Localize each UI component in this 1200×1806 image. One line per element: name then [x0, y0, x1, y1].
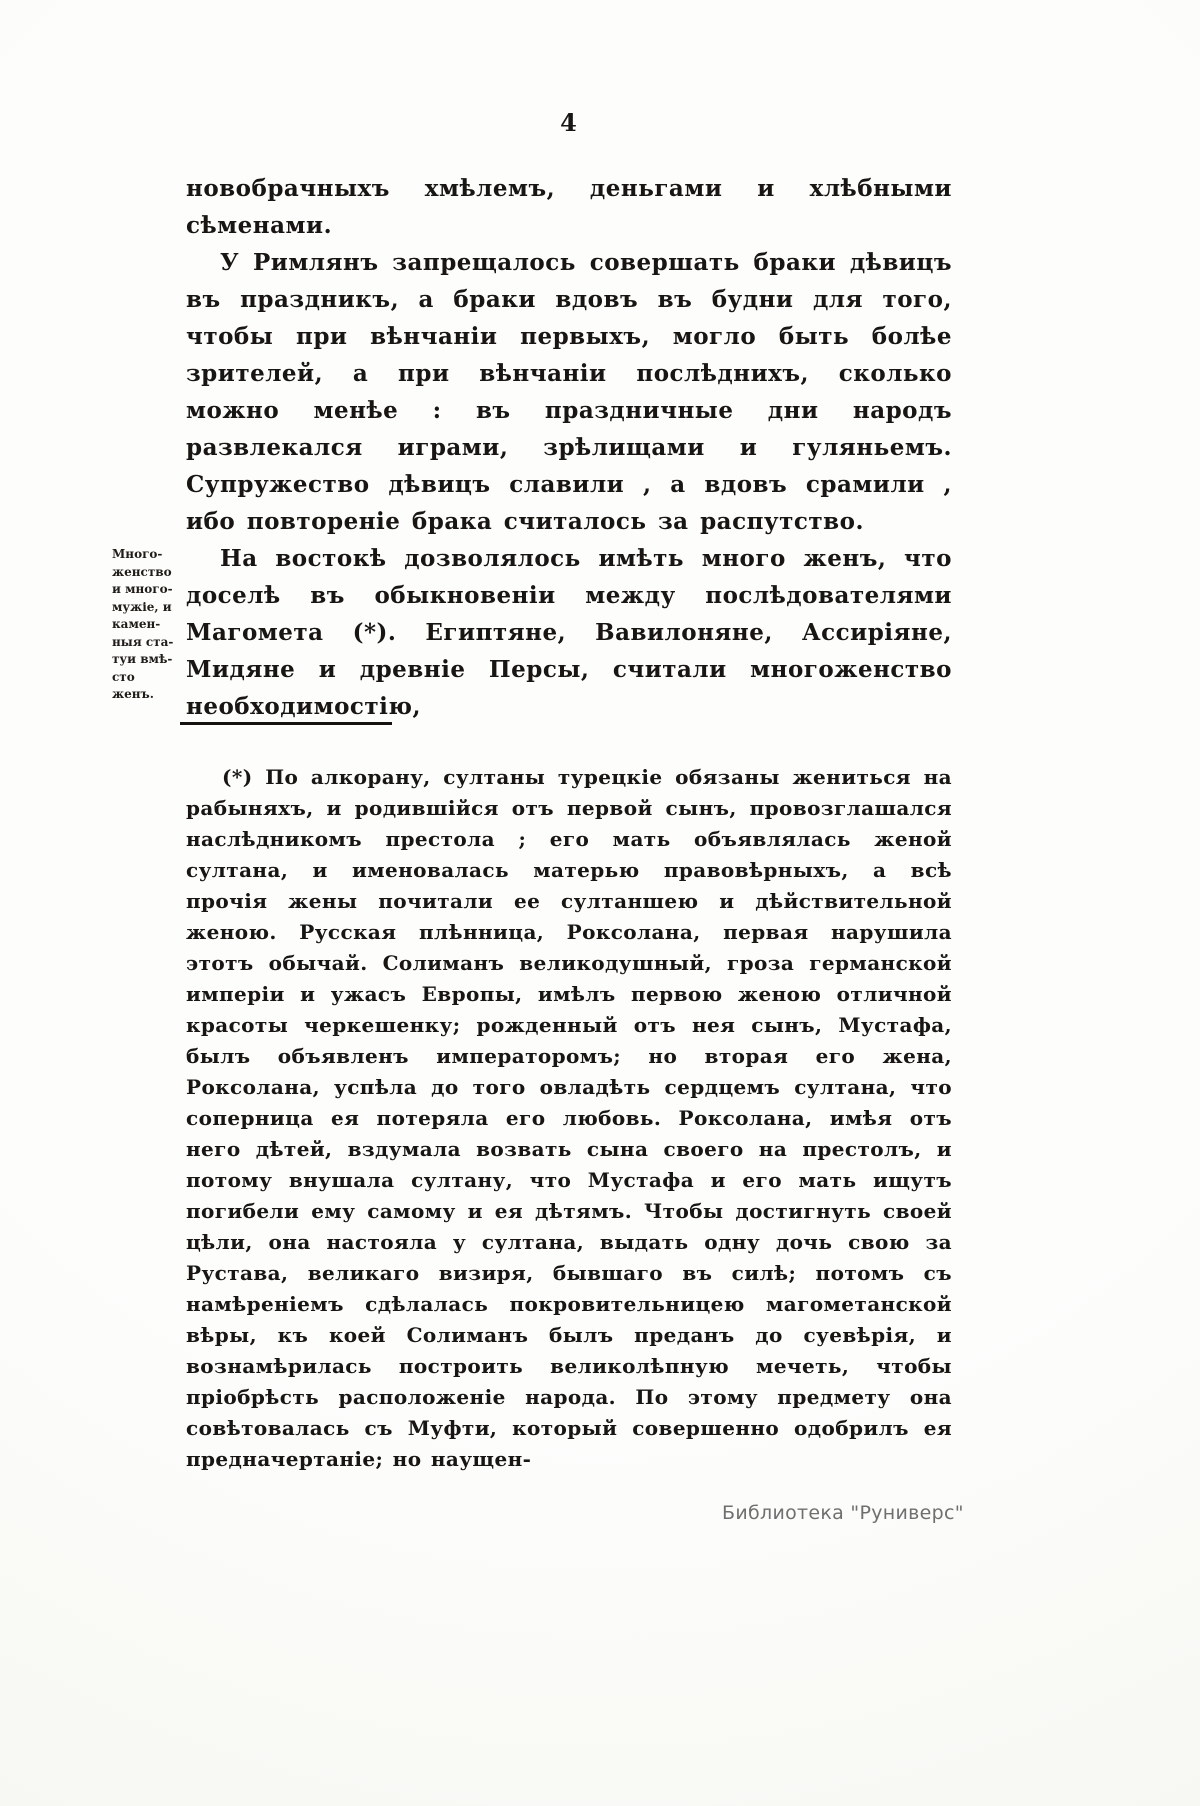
margin-note-line: и много- [112, 582, 173, 596]
main-text-block [186, 170, 952, 725]
paragraph-continuation: новобрачныхъ хмѣлемъ, деньгами и хлѣбными сѣменами. [186, 175, 952, 239]
watermark: Библиотека "Руниверс" [722, 1502, 964, 1524]
margin-note-line: женство [112, 564, 172, 579]
margin-note-line: Много- [112, 547, 163, 561]
page-number: 4 [560, 108, 578, 137]
margin-note-line: женъ. [112, 687, 154, 701]
margin-note-line: туи вмѣ- [112, 652, 173, 666]
paragraph: У Римлянъ запрещалось совершать браки дѣвицъ въ праздникъ, а браки вдовъ въ будни для того, чтобы при вѣнчаніи первыхъ, могло быть болѣе зрителей, а при вѣнчаніи послѣднихъ, сколько можно менѣе : въ праздничные дни народъ развлекался играми, зрѣлищами и гуляньемъ. Супружество дѣвицъ славили , а вдовъ срамили , ибо повтореніе брака считалось за распутство. [186, 249, 952, 535]
margin-note-line: камен- [112, 617, 161, 631]
margin-note-line: мужіе, и [112, 599, 172, 614]
margin-note-line: сто [112, 669, 135, 684]
margin-note [112, 546, 180, 704]
footnote-divider [180, 722, 392, 725]
paragraph: На востокѣ дозволялось имѣть много женъ, что доселѣ въ обыкновеніи между послѣдователями Магомета (*). Египтяне, Вавилоняне, Ассиріяне, Мидяне и древніе Персы, считали многоженство необходимостію, [186, 545, 952, 720]
margin-note-line: ныя ста- [112, 634, 174, 649]
footnote: (*) По алкорану, султаны турецкіе обязаны жениться на рабыняхъ, и родившійся отъ первой сынъ, провозглашался наслѣдникомъ престола ; его мать объявлялась женой султана, и именовалась матерью правовѣрныхъ, а всѣ прочія жены почитали ее султаншею и дѣйствительной женою. Русская плѣнница, Роксолана, первая нарушила этотъ обычай. Солиманъ великодушный, гроза германской имперіи и ужасъ Европы, имѣлъ первою женою отличной красоты черкешенку; рожденный отъ нея сынъ, Мустафа, былъ объявленъ императоромъ; но вторая его жена, Роксолана, успѣла до того овладѣть сердцемъ султана, что соперница ея потеряла его любовь. Роксолана, имѣя отъ него дѣтей, вздумала возвать сына своего на престолъ, и потому внушала султану, что Мустафа и его мать ищутъ погибели ему самому и ея дѣтямъ. Чтобы достигнуть своей цѣли, она настояла у султана, выдать одну дочь свою за Рустава, великаго визиря, бывшаго въ силѣ; потомъ съ намѣреніемъ сдѣлалась покровительницею магометанской вѣры, къ коей Солиманъ былъ преданъ до суевѣрія, и вознамѣрилась построить великолѣпную мечеть, чтобы пріобрѣсть расположеніе народа. По этому предмету она совѣтовалась съ Муфти, который совершенно одобрилъ ея предначертаніе; но наущен- [186, 765, 952, 1471]
